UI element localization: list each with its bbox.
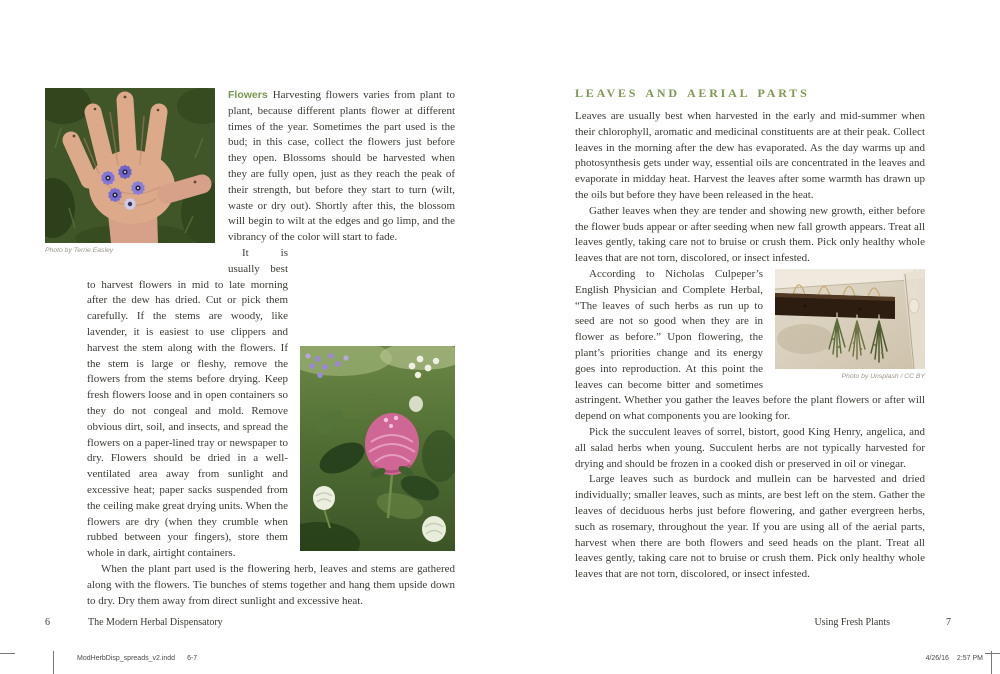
photo-herbs-caption: Photo by Unsplash / CC BY <box>841 372 925 380</box>
crop-mark-right-horizontal <box>985 653 1000 654</box>
left-para-2: It is usually best to harvest flowers in mid to late morning after the dew has dried. Cut or pick them carefully. If the stems are woody, like lavender, it is easiest to use clippers and harvest the stem along with the flowers. If the stem is large or fleshy, remove the flowers from the stems before drying. Keep fresh flowers loose and in open containers so they do not congeal and mold. Remove obvious dirt, soil, and insects, and spread the flowers on a paper-lined tray or newspaper to dry. Flowers should be dried in a well-ventilated area away from sunlight and excessive heat; paper sacks suspended from the ceiling make great drying units. When the flowers are dry (when they crumble when rubbed between your fingers), store them whole in dark, airtight containers. <box>87 246 288 560</box>
left-page-text-column <box>45 88 455 609</box>
slug-file-info <box>77 655 197 662</box>
photo-clover <box>300 346 455 551</box>
right-page-text-column <box>575 86 925 583</box>
left-footer-title: The Modern Herbal Dispensatory <box>88 617 223 628</box>
right-para-1: Leaves are usually best when harvested in the early and mid-summer when their chlorophyll, aromatic and medicinal constituents are at their peak. Collect leaves in the morning after the dew has evaporated. As the day warms up and photosynthesis gets under way, essential oils are concentrated in the leaves and evaporate in midday heat. Harvest the leaves after some warmth has drawn up the oils but before they have been released in the heat. <box>575 110 925 201</box>
right-para-5: Large leaves such as burdock and mullein can be harvested and dried individually; smaller leaves, such as mints, are best left on the stem. Gather the leaves of deciduous herbs just before flowering, and gather evergreen herbs, such as rosemary, throughout the year. If you are using all of the aerial parts, harvest when there are both flowers and seed heads on the plant. Treat all leaves gently, taking care not to bruise or crush them. Pick only healthy whole leaves that are not torn, discolored, or insect infested. <box>575 473 925 581</box>
flowers-runin-head: Flowers <box>228 89 268 101</box>
right-para-4: Pick the succulent leaves of sorrel, bistort, good King Henry, angelica, and all salad herbs when young. Succulent herbs are not typically harvested for drying and should be frozen in a cooked dish or preserved in oil or vinegar. <box>575 425 925 470</box>
slug-filename: ModHerbDisp_spreads_v2.indd <box>77 655 176 662</box>
right-page-number: 7 <box>946 617 951 628</box>
print-slug-area <box>0 645 1000 674</box>
slug-date: 4/26/16 <box>925 655 949 662</box>
slug-time: 2:57 PM <box>956 655 983 662</box>
hanging-herbs-photo-illustration <box>775 269 925 369</box>
left-para-1-text: Harvesting flowers varies from plant to plant, because different plants flower at different times of the year. Sometimes the part used is the bud; in this case, collect the flowers just before they open. Blossoms should be harvested when they are fully open, just as they reach the peak of their strength, but before they start to turn (wilt, waste or dry out). Shortly after this, the blossom will begin to wilt at the edges and go limp, and the vibrancy of the color will start to fade. <box>228 89 455 244</box>
right-para-3: According to Nicholas Culpeper’s English Physician and Complete Herbal, “The leaves of such herbs as run up to seed are not so good when they are in flower as before.” Upon flowering, the plant’s priorities change and its energy goes into reproduction. At this point the leaves can become bitter and sometimes astringent. Whether you gather the leaves before the plant flowers or after will depend on what components you are looking for. <box>575 267 925 423</box>
right-page-footer <box>575 617 951 628</box>
right-para-2: Gather leaves when they are tender and showing new growth, either before the flower buds appear or after seeding when new fall growth appears. Treat all leaves gently, taking care not to bruise or crush them. Pick only healthy whole leaves that are not torn, discolored, or insect infested. <box>575 204 925 265</box>
left-para-3: When the plant part used is the flowering herb, leaves and stems are gathered along with the flowers. Tie bunches of stems together and hang them upside down to dry. Dry them away from direct sunlight and excessive heat. <box>87 562 455 607</box>
left-page-number: 6 <box>45 617 50 628</box>
photo-hanging-herbs <box>775 269 925 381</box>
left-page-footer <box>45 617 223 628</box>
crop-mark-left-vertical <box>53 651 54 674</box>
section-heading: LEAVES AND AERIAL PARTS <box>575 86 810 100</box>
clover-photo-illustration <box>300 346 455 551</box>
slug-page-range: 6-7 <box>187 655 198 662</box>
crop-mark-right-vertical <box>991 651 992 674</box>
crop-mark-left-horizontal <box>0 653 15 654</box>
photo-hand-with-flowers <box>45 88 215 255</box>
hand-flowers-photo-illustration <box>45 88 215 243</box>
photo-hand-caption: Photo by Terrie Easley <box>45 247 114 254</box>
slug-datetime <box>926 655 983 662</box>
right-footer-title: Using Fresh Plants <box>814 617 890 628</box>
